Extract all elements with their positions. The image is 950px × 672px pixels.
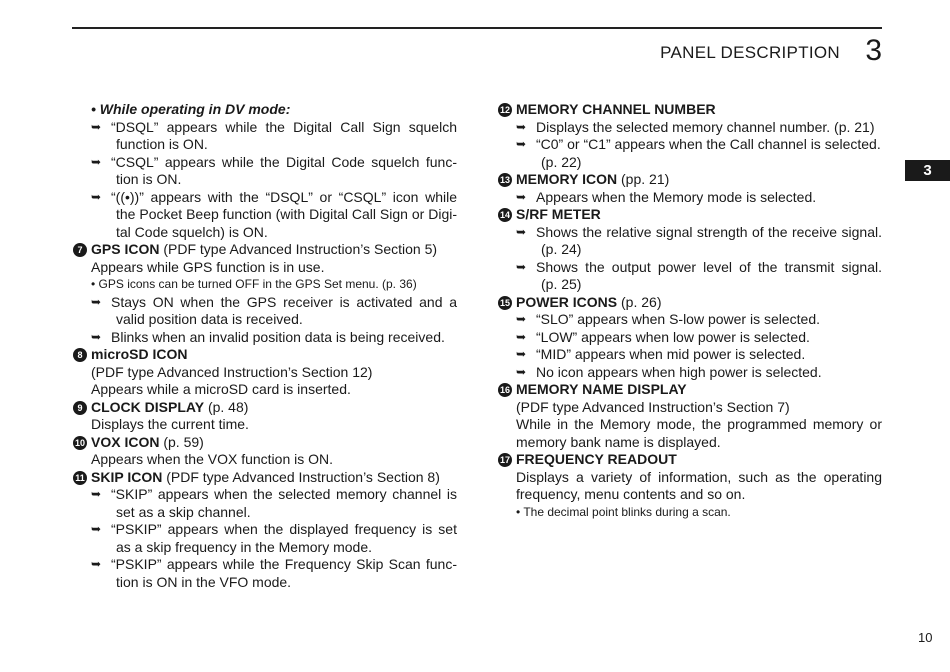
section-vox-icon: 10 VOX ICON (p. 59) bbox=[74, 433, 204, 450]
arrow-bullet-icon: ➥ bbox=[91, 294, 102, 309]
list-item: ➥ “LOW” appears when low power is selected. bbox=[516, 328, 810, 345]
list-item: ➥ Appears when the Memory mode is selected. bbox=[516, 188, 817, 205]
list-item: ➥ Stays ON when the GPS receiver is activated and a bbox=[91, 293, 457, 310]
list-item: ➥ “SLO” appears when S-low power is selected. bbox=[516, 311, 821, 327]
chapter-side-tab: 3 bbox=[905, 160, 950, 181]
circled-number-badge: 8 bbox=[73, 348, 87, 362]
circled-number-badge: 13 bbox=[499, 175, 510, 185]
section-text: (PDF type Advanced Instruction’s Section 7) bbox=[516, 398, 790, 415]
list-item: ➥ “PSKIP” appears while the Frequency Skip Scan func- bbox=[91, 556, 457, 572]
list-item-cont: function is ON. bbox=[116, 136, 208, 152]
list-item: ➥ “((•))” appears with the “DSQL” or “CSQL” icon while bbox=[91, 188, 457, 205]
list-item-cont: tion is ON. bbox=[116, 171, 182, 187]
section-note: • GPS icons can be turned OFF in the GPS Set menu. (p. 36) bbox=[91, 277, 417, 291]
section-text: Displays a variety of information, such as the operating bbox=[516, 468, 882, 485]
circled-number-badge: 10 bbox=[74, 437, 85, 448]
section-text: Appears when the VOX function is ON. bbox=[91, 451, 334, 467]
arrow-bullet-icon: ➥ bbox=[91, 189, 102, 204]
section-text: While in the Memory mode, the programmed memory or bbox=[516, 416, 882, 432]
section-memory-icon: 13 MEMORY ICON (pp. 21) bbox=[499, 171, 670, 187]
list-item: ➥ “SKIP” appears when the selected memory channel is bbox=[91, 486, 457, 502]
list-item-cont: set as a skip channel. bbox=[116, 503, 251, 520]
section-text: memory bank name is displayed. bbox=[516, 433, 721, 450]
list-item: ➥ Displays the selected memory channel number. (p. 21) bbox=[516, 118, 875, 135]
right-column bbox=[498, 101, 882, 521]
list-item: ➥ Shows the output power level of the transmit signal. bbox=[516, 258, 882, 275]
list-item: ➥ “MID” appears when mid power is selected. bbox=[516, 346, 806, 362]
section-memory-channel-number: 12 MEMORY CHANNEL NUMBER bbox=[499, 101, 716, 117]
chapter-number: 3 bbox=[865, 34, 882, 67]
arrow-bullet-icon: ➥ bbox=[91, 119, 102, 134]
list-item-cont: (p. 22) bbox=[541, 153, 582, 170]
section-frequency-readout: 17 FREQUENCY READOUT bbox=[499, 451, 677, 467]
list-item-cont: (p. 24) bbox=[541, 241, 582, 257]
section-text: Appears while GPS function is in use. bbox=[91, 258, 325, 275]
list-item: ➥ “DSQL” appears while the Digital Call Sign squelch bbox=[91, 118, 457, 135]
circled-number-badge: 14 bbox=[499, 210, 510, 220]
list-item-cont: valid position data is received. bbox=[116, 311, 303, 327]
page-title: PANEL DESCRIPTION bbox=[660, 43, 840, 62]
arrow-bullet-icon: ➥ bbox=[91, 487, 102, 501]
page-number: 10 bbox=[918, 630, 933, 645]
list-item: ➥ “PSKIP” appears when the displayed frequency is set bbox=[91, 521, 457, 537]
arrow-bullet-icon: ➥ bbox=[516, 347, 527, 361]
circled-number-badge: 7 bbox=[73, 243, 87, 257]
arrow-bullet-icon: ➥ bbox=[91, 154, 102, 169]
arrow-bullet-icon: ➥ bbox=[516, 224, 527, 239]
left-column bbox=[73, 101, 457, 591]
arrow-bullet-icon: ➥ bbox=[516, 137, 527, 151]
list-item: ➥ Blinks when an invalid position data is being received. bbox=[91, 328, 445, 345]
list-item-cont: the Pocket Beep function (with Digital Call Sign or Digi- bbox=[116, 206, 457, 222]
arrow-bullet-icon: ➥ bbox=[516, 364, 527, 379]
arrow-bullet-icon: ➥ bbox=[516, 312, 527, 326]
list-item: ➥ No icon appears when high power is selected. bbox=[516, 363, 822, 380]
list-item: ➥ “CSQL” appears while the Digital Code squelch func- bbox=[91, 153, 457, 170]
arrow-bullet-icon: ➥ bbox=[516, 189, 527, 204]
list-item-cont: tal Code squelch) is ON. bbox=[116, 223, 268, 240]
section-gps-icon: 7 GPS ICON (PDF type Advanced Instruction’s Section 5) bbox=[73, 241, 457, 259]
list-item-cont: tion is ON in the VFO mode. bbox=[116, 573, 292, 590]
arrow-bullet-icon: ➥ bbox=[91, 329, 102, 344]
dv-mode-heading: • While operating in DV mode: bbox=[91, 101, 291, 117]
section-note: • The decimal point blinks during a scan. bbox=[516, 504, 731, 519]
arrow-bullet-icon: ➥ bbox=[91, 557, 102, 571]
arrow-bullet-icon: ➥ bbox=[91, 522, 102, 536]
section-clock-display: 9 CLOCK DISPLAY (p. 48) bbox=[73, 399, 457, 417]
arrow-bullet-icon: ➥ bbox=[516, 119, 527, 134]
list-item: ➥ “C0” or “C1” appears when the Call channel is selected. bbox=[516, 136, 881, 152]
circled-number-badge: 16 bbox=[499, 385, 510, 395]
section-skip-icon: 11 SKIP ICON (PDF type Advanced Instruction’s Section 8) bbox=[73, 469, 457, 487]
section-text: Displays the current time. bbox=[91, 416, 249, 432]
section-memory-name-display: 16 MEMORY NAME DISPLAY bbox=[499, 381, 687, 397]
arrow-bullet-icon: ➥ bbox=[516, 259, 527, 274]
list-item-cont: as a skip frequency in the Memory mode. bbox=[116, 538, 373, 555]
circled-number-badge: 11 bbox=[73, 471, 87, 485]
section-microsd-icon: 8 microSD ICON bbox=[73, 346, 457, 364]
arrow-bullet-icon: ➥ bbox=[516, 329, 527, 344]
header-rule bbox=[72, 27, 882, 29]
circled-number-badge: 15 bbox=[499, 297, 510, 308]
section-text: (PDF type Advanced Instruction’s Section 12) bbox=[91, 363, 373, 380]
section-srf-meter: 14 S/RF METER bbox=[499, 206, 601, 222]
list-item-cont: (p. 25) bbox=[541, 276, 582, 292]
list-item: ➥ Shows the relative signal strength of the receive signal. bbox=[516, 223, 882, 240]
circled-number-badge: 9 bbox=[73, 401, 87, 415]
section-text: frequency, menu contents and so on. bbox=[516, 486, 746, 502]
circled-number-badge: 17 bbox=[499, 455, 510, 465]
circled-number-badge: 12 bbox=[499, 105, 510, 115]
section-power-icons: 15 POWER ICONS (p. 26) bbox=[499, 293, 662, 310]
section-text: Appears while a microSD card is inserted. bbox=[91, 381, 351, 397]
